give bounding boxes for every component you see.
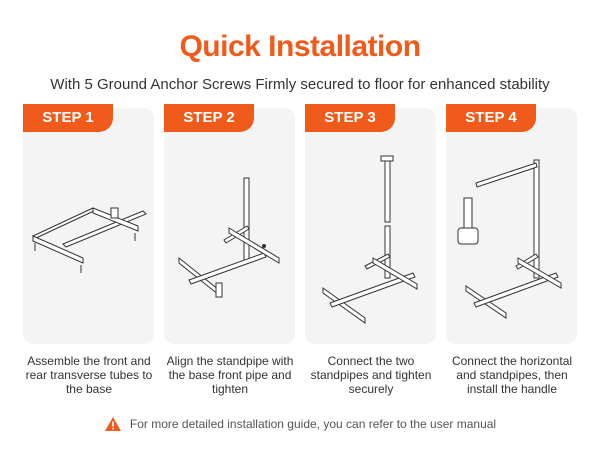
step-4-caption: Connect the horizontal and standpipes, then install the handle bbox=[451, 354, 573, 396]
step-1-caption: Assemble the front and rear transverse tubes to the base bbox=[25, 354, 153, 396]
step-2-illustration bbox=[164, 108, 295, 344]
page-title: Quick Installation bbox=[179, 30, 421, 63]
footer-note bbox=[0, 416, 600, 432]
step-1-illustration bbox=[23, 108, 154, 344]
step-3-illustration bbox=[305, 108, 436, 344]
step-2-badge: STEP 2 bbox=[164, 104, 254, 132]
step-4-badge: STEP 4 bbox=[446, 104, 536, 132]
step-3-badge: STEP 3 bbox=[305, 104, 395, 132]
warning-icon bbox=[104, 416, 122, 432]
step-1-badge: STEP 1 bbox=[23, 104, 113, 132]
footer-text: For more detailed installation guide, you can refer to the user manual bbox=[129, 417, 497, 431]
step-4-card bbox=[446, 108, 577, 344]
step-1-card bbox=[23, 108, 154, 344]
step-2-caption: Align the standpipe with the base front pipe and tighten bbox=[166, 354, 294, 396]
page-subtitle: With 5 Ground Anchor Screws Firmly secured to floor for enhanced stability bbox=[50, 76, 550, 93]
step-4-illustration bbox=[446, 108, 577, 344]
step-3-caption: Connect the two standpipes and tighten securely bbox=[310, 354, 432, 396]
step-3-card bbox=[305, 108, 436, 344]
step-2-card bbox=[164, 108, 295, 344]
